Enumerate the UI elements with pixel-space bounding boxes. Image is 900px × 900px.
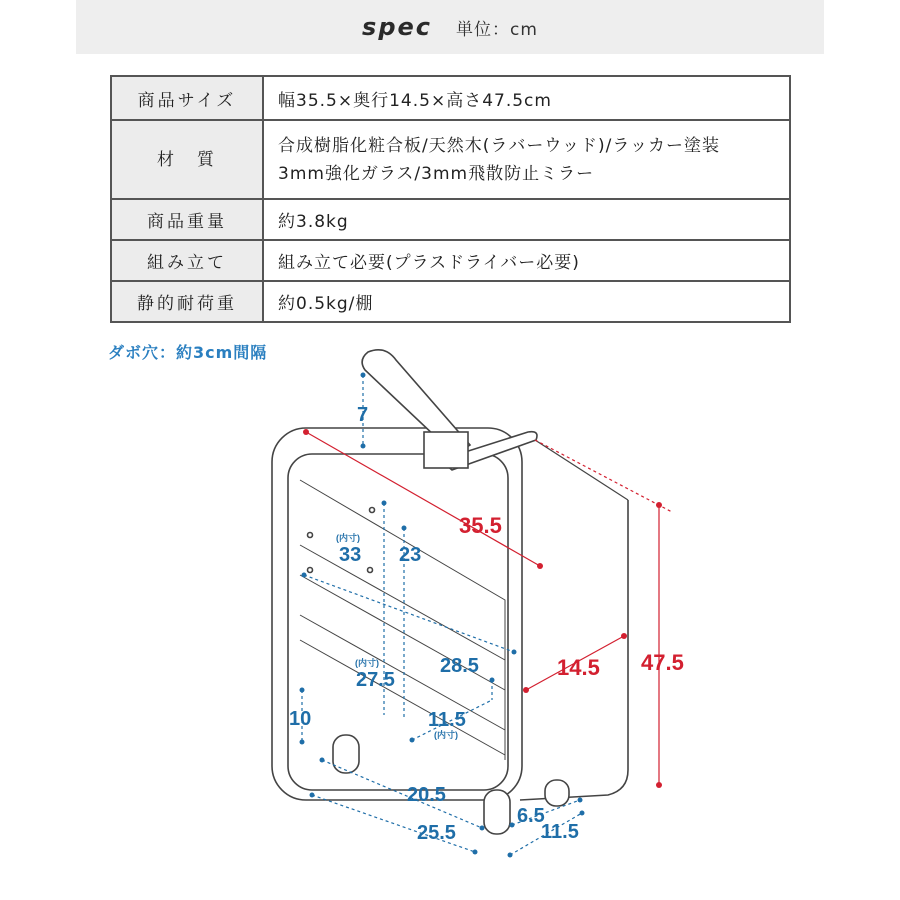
unit-label: 単位：cm: [456, 19, 538, 40]
dim-leg-offset: 6.5: [517, 805, 545, 827]
row-value-assembly: 組み立て必要(プラスドライバー必要): [263, 240, 790, 281]
row-value-weight: 約3.8kg: [263, 199, 790, 240]
dim-width: 35.5: [459, 513, 502, 538]
dim-antenna-height: 7: [357, 404, 369, 426]
dim-shelf-height: 23: [399, 544, 422, 566]
dim-leg-span-depth: 11.5: [541, 821, 579, 843]
row-label-load: 静的耐荷重: [111, 281, 263, 322]
row-label-size: 商品サイズ: [111, 76, 263, 120]
row-label-weight: 商品重量: [111, 199, 263, 240]
dim-inner-depth: 11.5: [428, 709, 466, 731]
dim-inner-label-depth: (内寸): [434, 730, 458, 740]
cabinet-drawing: [272, 428, 628, 834]
row-label-assembly: 組み立て: [111, 240, 263, 281]
dowel-note: ダボ穴：約3cm間隔: [108, 343, 268, 362]
material-line-2: 3mm強化ガラス/3mm飛散防止ミラー: [278, 163, 595, 184]
dim-height: 47.5: [641, 650, 684, 675]
dim-leg-span-width: 20.5: [407, 784, 446, 806]
spec-title: spec: [362, 13, 433, 41]
dim-bottom-width: 25.5: [417, 822, 456, 844]
dim-inner-label-height: (内寸): [355, 658, 379, 668]
dim-leg-height: 10: [289, 708, 312, 730]
dim-depth: 14.5: [557, 655, 600, 680]
row-value-size: 幅35.5×奥行14.5×高さ47.5cm: [263, 76, 790, 120]
row-value-load: 約0.5kg/棚: [263, 281, 790, 322]
dim-inner-label-width: (内寸): [336, 533, 360, 543]
row-label-material: 材 質: [111, 120, 263, 199]
dim-inner-height: 27.5: [356, 669, 395, 691]
dim-inner-width: 33: [339, 544, 362, 566]
dim-depth-shelf: 28.5: [440, 655, 479, 677]
material-line-1: 合成樹脂化粧合板/天然木(ラバーウッド)/ラッカー塗装: [278, 135, 721, 156]
